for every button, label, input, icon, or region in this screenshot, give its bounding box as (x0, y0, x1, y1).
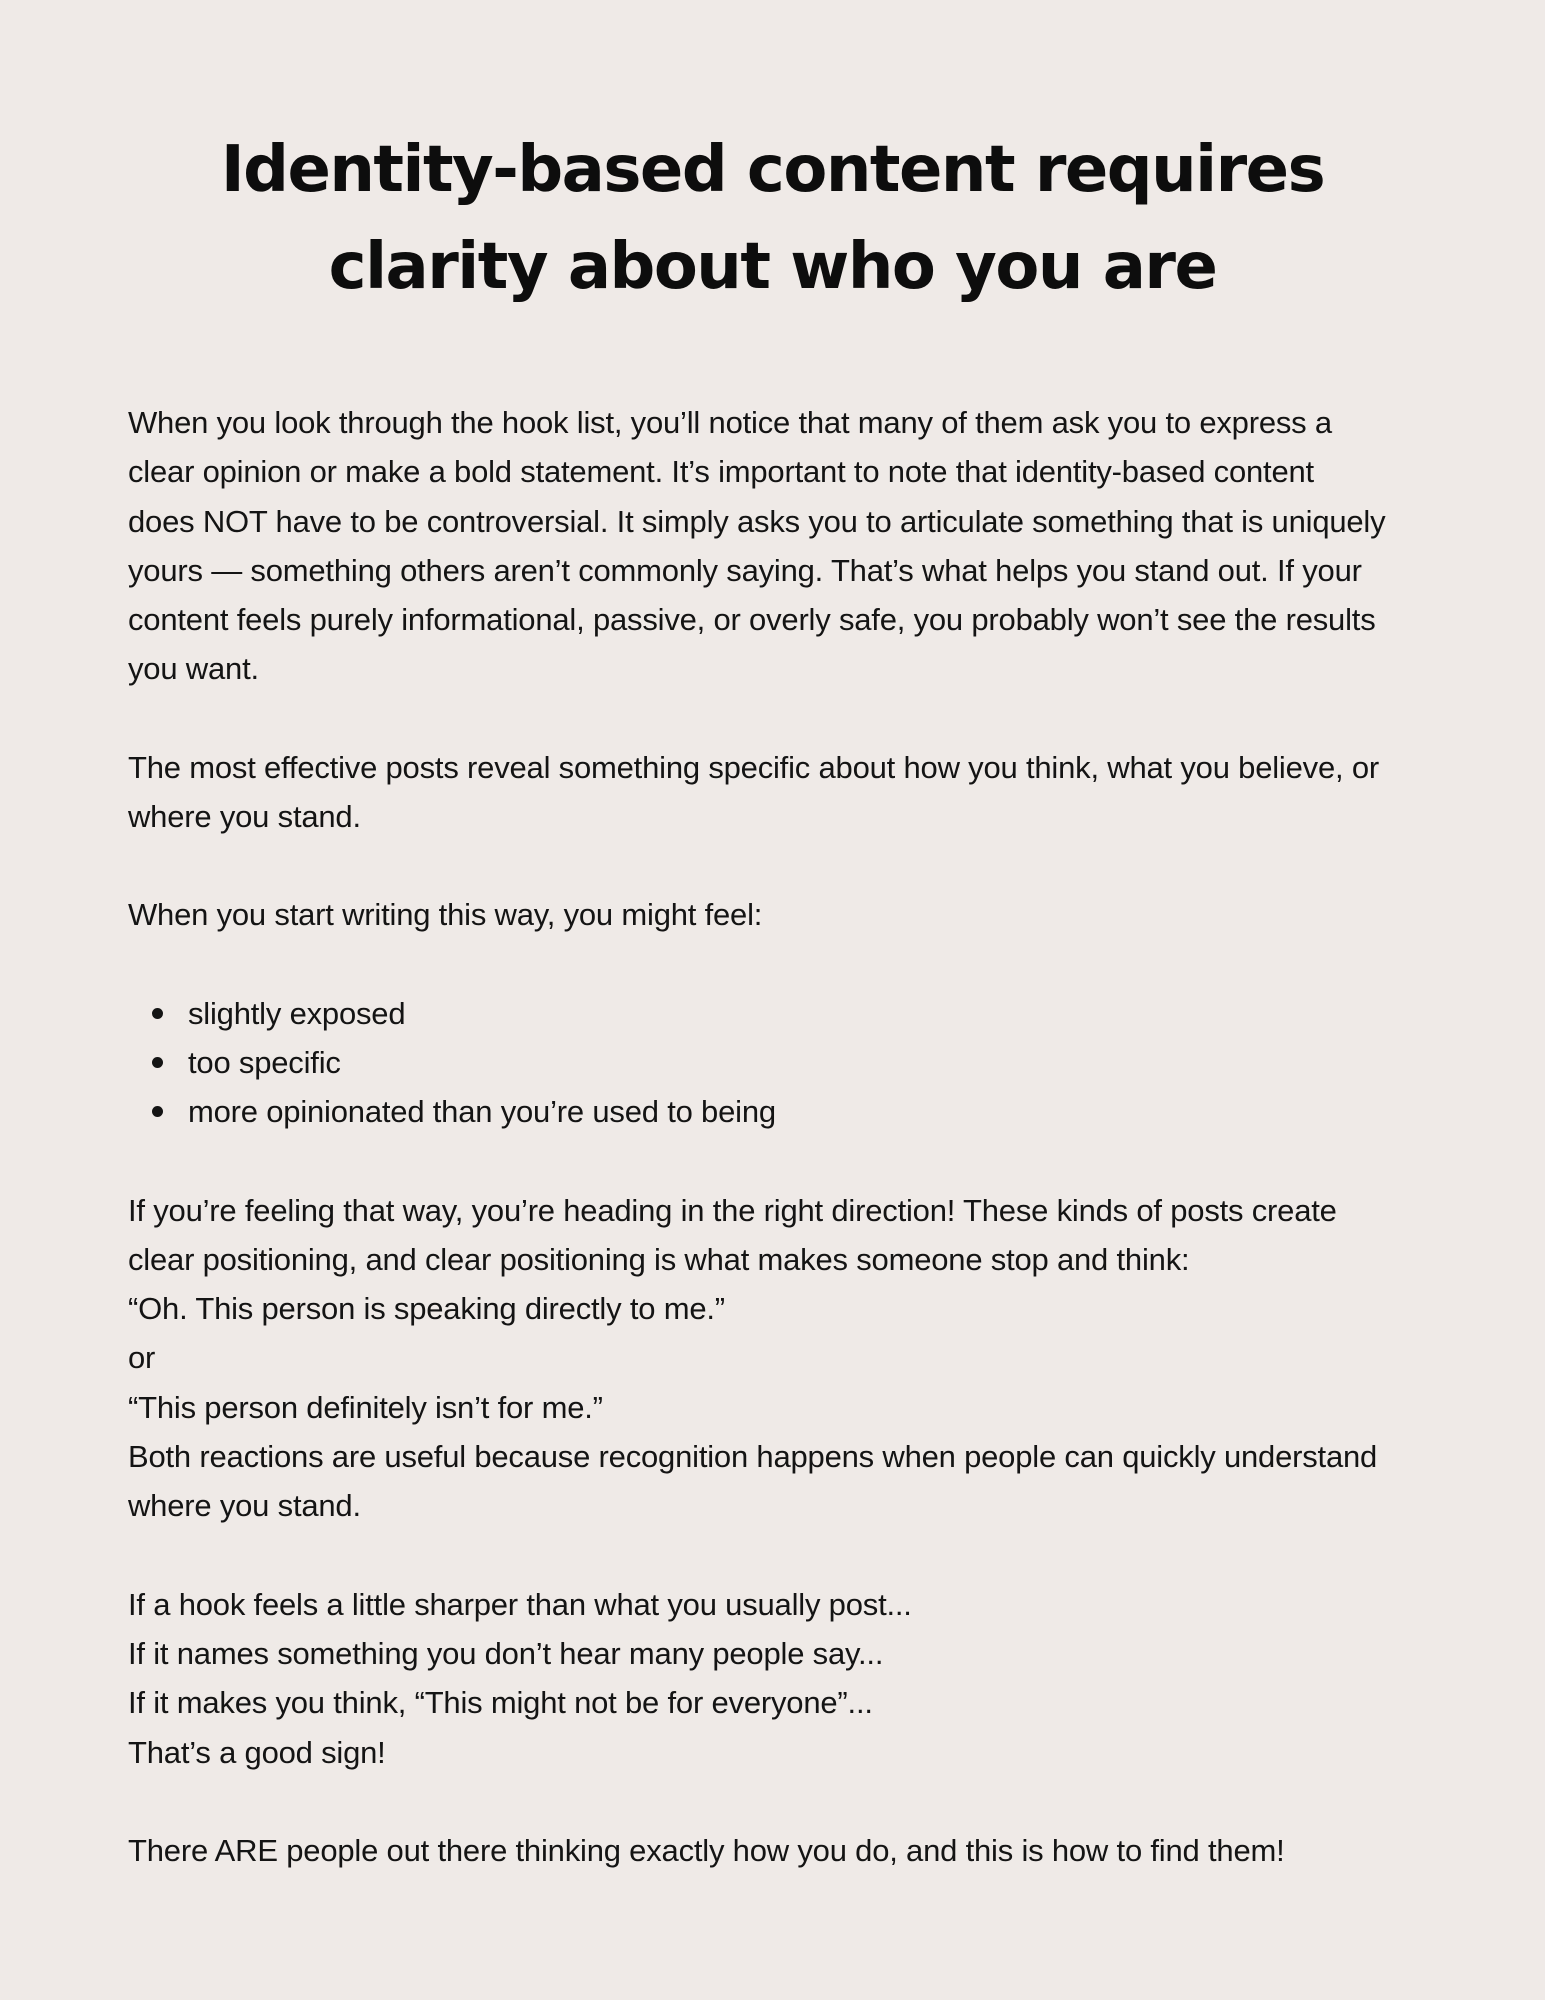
paragraph-line: If it names something you don’t hear many people say... (128, 1635, 884, 1671)
paragraph-line: There ARE people out there thinking exactly how you do, and this is how to find them! (128, 1832, 1285, 1868)
list-item-text: slightly exposed (188, 995, 406, 1031)
paragraph-line: content feels purely informational, passive, or overly safe, you probably won’t see the results (128, 602, 1376, 638)
paragraph-line: clear positioning, and clear positioning is what makes someone stop and think: (128, 1241, 1190, 1277)
body-content (128, 398, 1428, 1875)
paragraph-line: Both reactions are useful because recognition happens when people can quickly understand (128, 1439, 1378, 1475)
paragraph-closing (128, 1826, 1428, 1875)
paragraph-line: If you’re feeling that way, you’re heading in the right direction! These kinds of posts create (128, 1192, 1337, 1228)
list-item-text: too specific (188, 1044, 341, 1080)
bullet-icon (152, 1008, 163, 1019)
page-title-line-1: Identity-based content requires (220, 133, 1325, 207)
paragraph-line: That’s a good sign! (128, 1734, 386, 1770)
quote-line: “Oh. This person is speaking directly to me.” (128, 1291, 725, 1327)
paragraph-line: does NOT have to be controversial. It simply asks you to articulate something that is uniquely (128, 503, 1386, 539)
paragraph-line: where you stand. (128, 1488, 361, 1524)
list-item (128, 989, 1428, 1038)
paragraph-line: The most effective posts reveal something specific about how you think, what you believe, or (128, 749, 1379, 785)
paragraph-right-direction (128, 1186, 1428, 1531)
paragraph-line: If it makes you think, “This might not be for everyone”... (128, 1685, 873, 1721)
paragraph-line: If a hook feels a little sharper than what you usually post... (128, 1586, 912, 1622)
paragraph-line: where you stand. (128, 799, 361, 835)
list-item (128, 1087, 1428, 1136)
paragraph-line: clear opinion or make a bold statement. It’s important to note that identity-based content (128, 454, 1314, 490)
page-title (180, 122, 1365, 316)
paragraph-hook-list (128, 398, 1428, 694)
quote-line: “This person definitely isn’t for me.” (128, 1389, 603, 1425)
paragraph-line: you want. (128, 651, 259, 687)
paragraph-might-feel (128, 890, 1428, 939)
list-item-text: more opinionated than you’re used to being (188, 1094, 776, 1130)
paragraph-line: When you start writing this way, you might feel: (128, 897, 763, 933)
paragraph-effective-posts (128, 743, 1428, 842)
bullet-icon (152, 1106, 163, 1117)
feelings-list (128, 989, 1428, 1137)
paragraph-good-sign (128, 1580, 1428, 1777)
paragraph-line: or (128, 1340, 156, 1376)
paragraph-line: When you look through the hook list, you’ll notice that many of them ask you to express a (128, 405, 1332, 440)
list-item (128, 1038, 1428, 1087)
paragraph-line: yours — something others aren’t commonly saying. That’s what helps you stand out. If your (128, 552, 1362, 588)
page-title-line-2: clarity about who you are (328, 230, 1217, 304)
bullet-icon (152, 1057, 163, 1068)
